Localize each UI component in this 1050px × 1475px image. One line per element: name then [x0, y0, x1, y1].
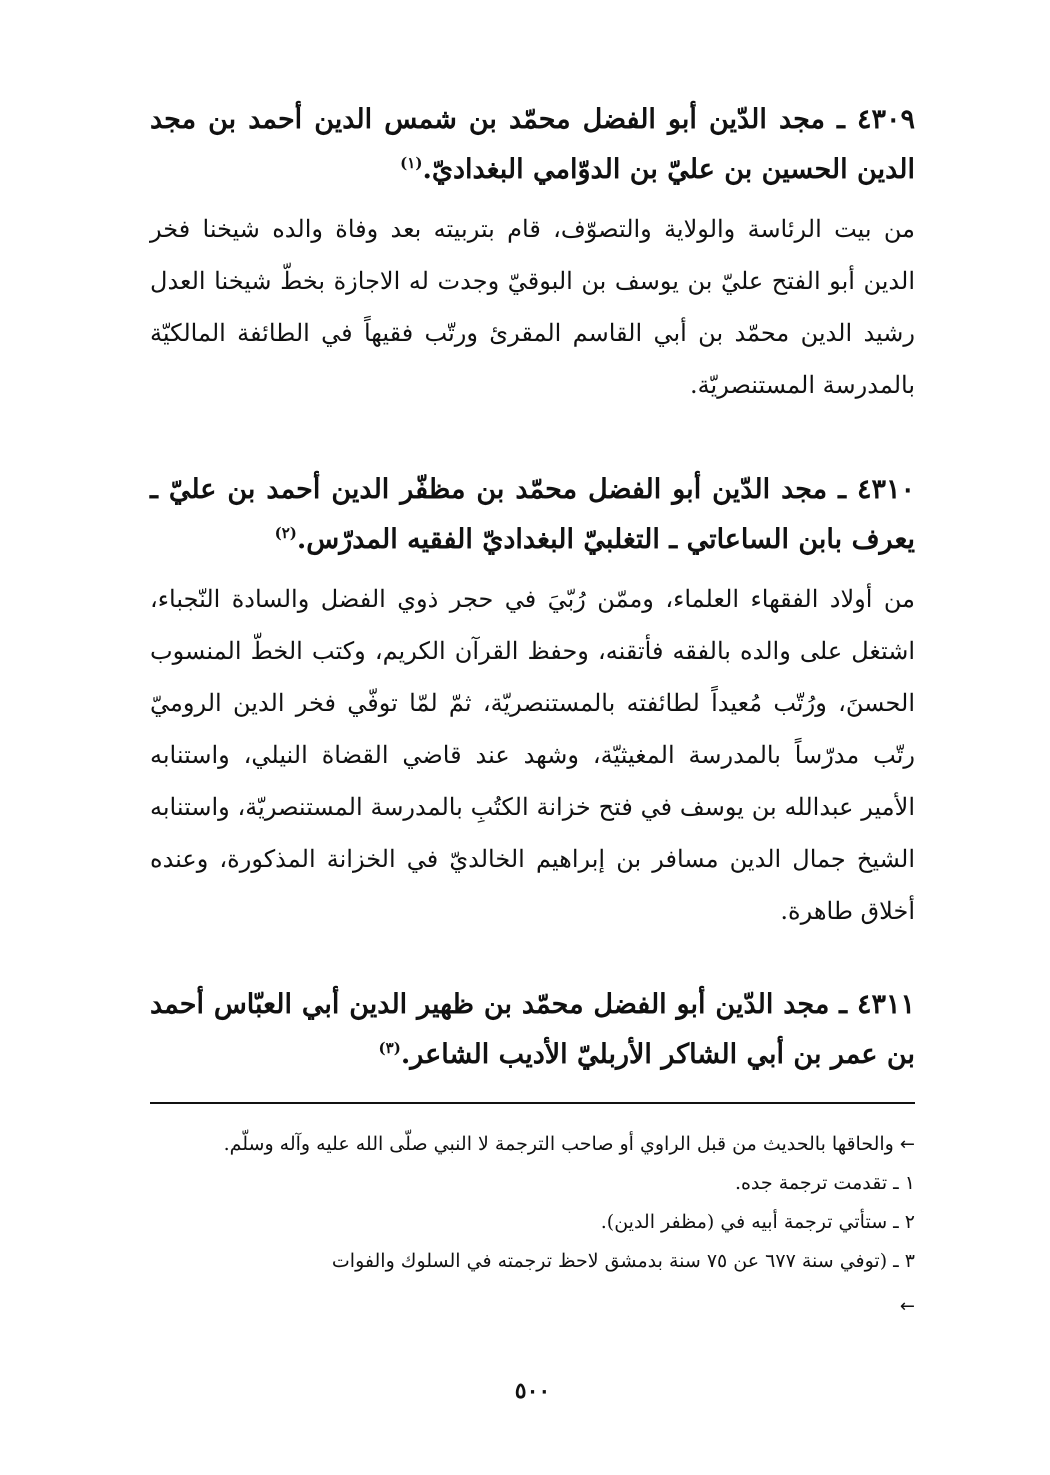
entry-heading [150, 95, 915, 195]
footnote-item-1: ١ ـ تقدمت ترجمة جده. [734, 1172, 915, 1194]
footnote-continuation-text: والحاقها بالحديث من قبل الراوي أو صاحب الترجمة لا النبي صلّى الله عليه وآله وسلّم. [223, 1133, 894, 1155]
footnote-continuation [150, 1125, 915, 1164]
arrow-left-icon: ← [899, 1134, 915, 1155]
biography-entry-4311 [150, 980, 915, 1080]
biography-entry-4310 [150, 465, 915, 937]
entry-title: ـ مجد الدّين أبو الفضل محمّد بن ظهير الدين أبي العبّاس أحمد بن عمر بن أبي الشاكر الأربليّ الأديب الشاعر. [150, 989, 915, 1070]
entry-title: ـ مجد الدّين أبو الفضل محمّد بن شمس الدين أحمد بن مجد الدين الحسين بن عليّ بن الدوّامي البغداديّ. [150, 104, 915, 185]
footnote-separator [150, 1102, 915, 1104]
entry-title: ـ مجد الدّين أبو الفضل محمّد بن مظفّر الدين أحمد بن عليّ ـ يعرف بابن الساعاتي ـ التغلبيّ البغداديّ الفقيه المدرّس. [150, 474, 915, 555]
arrow-left-icon: ← [899, 1296, 915, 1317]
footnote-reference: (٢) [274, 524, 297, 542]
entry-number: ٤٣٠٩ [856, 104, 915, 135]
footnotes-section [150, 1125, 915, 1326]
page-number: ٥٠٠ [514, 1378, 551, 1404]
biography-entry-4309 [150, 95, 915, 411]
footnote-item-2: ٢ ـ ستأتي ترجمة أبيه في (مظفر الدين). [600, 1211, 915, 1233]
entry-body: من أولاد الفقهاء العلماء، وممّن رُبّيَ في حجر ذوي الفضل والسادة النّجباء، اشتغل على والده بالفقه فأتقنه، وحفظ القرآن الكريم، وكتب الخطّ المنسوب الحسنَ، ورُتّب مُعيداً لطائفته بالمستنصريّة، ثمّ لمّا توفّي فخر الدين الروميّ رتّب مدرّساً بالمدرسة المغيثيّة، وشهد عند قاضي القضاة النيلي، واستنابه الأمير عبدالله بن يوسف في فتح خزانة الكتُبِ بالمدرسة المستنصريّة، واستنابه الشيخ جمال الدين مسافر بن إبراهيم الخالديّ في الخزانة المذكورة، وعنده أخلاق طاهرة. [150, 585, 915, 925]
entry-number: ٤٣١١ [856, 989, 915, 1020]
entry-heading [150, 465, 915, 565]
footnote-item-3: ٣ ـ (توفي سنة ٦٧٧ عن ٧٥ سنة بدمشق لاحظ ترجمته في السلوك والفوات [331, 1250, 915, 1272]
document-page [150, 95, 915, 1404]
entry-number: ٤٣١٠ [856, 474, 915, 505]
footnote-reference: (١) [400, 154, 423, 172]
entry-heading [150, 980, 915, 1080]
entry-body: من بيت الرئاسة والولاية والتصوّف، قام بتربيته بعد وفاة والده شيخنا فخر الدين أبو الفتح عليّ بن يوسف بن البوقيّ وجدت له الاجازة بخطّ شيخنا العدل رشيد الدين محمّد بن أبي القاسم المقرئ ورتّب فقيهاً في الطائفة المالكيّة بالمدرسة المستنصريّة. [150, 215, 915, 399]
footnote-reference: (٣) [378, 1039, 401, 1057]
